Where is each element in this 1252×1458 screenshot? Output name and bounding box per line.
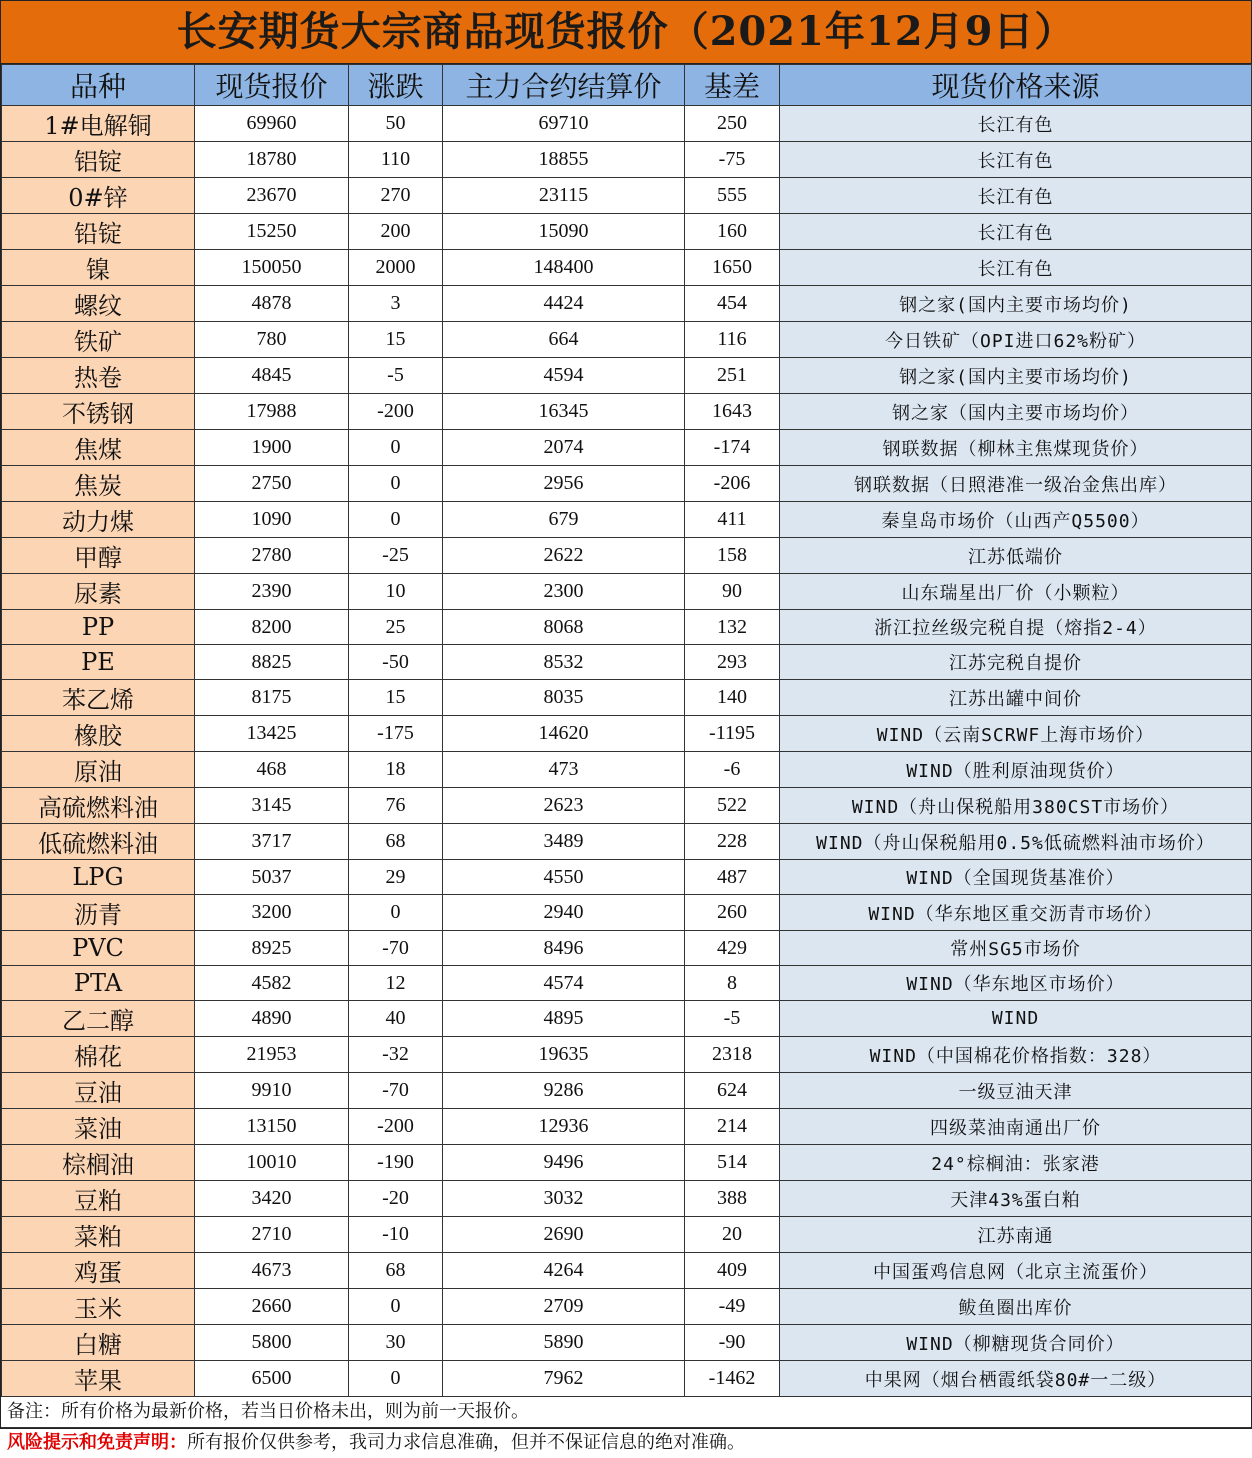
table-row <box>2 1073 1252 1109</box>
cell-source: 江苏完税自提价 <box>780 645 1252 680</box>
cell-change: -70 <box>349 1073 443 1109</box>
cell-settlement: 2300 <box>443 574 685 610</box>
table-row <box>2 966 1252 1001</box>
cell-variety: 白糖 <box>2 1325 195 1361</box>
cell-settlement: 9496 <box>443 1145 685 1181</box>
cell-basis: 388 <box>685 1181 780 1217</box>
table-row <box>2 610 1252 645</box>
cell-spot-price: 1900 <box>195 430 349 466</box>
cell-variety: 尿素 <box>2 574 195 610</box>
cell-source: 常州SG5市场价 <box>780 931 1252 966</box>
risk-disclaimer <box>1 1428 1251 1458</box>
cell-settlement: 16345 <box>443 394 685 430</box>
cell-change: -10 <box>349 1217 443 1253</box>
cell-variety: 热卷 <box>2 358 195 394</box>
cell-basis: 411 <box>685 502 780 538</box>
cell-source: 江苏低端价 <box>780 538 1252 574</box>
table-row <box>2 142 1252 178</box>
cell-change: 25 <box>349 610 443 645</box>
cell-variety: 焦煤 <box>2 430 195 466</box>
cell-settlement: 2623 <box>443 788 685 824</box>
cell-basis: 429 <box>685 931 780 966</box>
cell-change: 10 <box>349 574 443 610</box>
cell-basis: 2318 <box>685 1037 780 1073</box>
cell-source: 钢联数据（日照港准一级冶金焦出库） <box>780 466 1252 502</box>
cell-spot-price: 2390 <box>195 574 349 610</box>
cell-settlement: 4594 <box>443 358 685 394</box>
cell-change: 15 <box>349 680 443 716</box>
cell-basis: 251 <box>685 358 780 394</box>
cell-variety: 乙二醇 <box>2 1001 195 1037</box>
cell-source: 钢之家（国内主要市场均价） <box>780 394 1252 430</box>
table-body <box>2 106 1252 1397</box>
cell-basis: -1462 <box>685 1361 780 1397</box>
cell-settlement: 3032 <box>443 1181 685 1217</box>
cell-spot-price: 8925 <box>195 931 349 966</box>
table-row <box>2 430 1252 466</box>
cell-change: 0 <box>349 1289 443 1325</box>
cell-source: 浙江拉丝级完税自提（熔指2-4） <box>780 610 1252 645</box>
cell-change: 76 <box>349 788 443 824</box>
cell-source: 钢联数据（柳林主焦煤现货价） <box>780 430 1252 466</box>
cell-source: WIND（柳糖现货合同价） <box>780 1325 1252 1361</box>
cell-change: 0 <box>349 502 443 538</box>
cell-change: 50 <box>349 106 443 142</box>
cell-basis: 228 <box>685 824 780 860</box>
cell-settlement: 148400 <box>443 250 685 286</box>
cell-spot-price: 4845 <box>195 358 349 394</box>
cell-source: 钢之家(国内主要市场均价) <box>780 358 1252 394</box>
cell-variety: 铅锭 <box>2 214 195 250</box>
cell-spot-price: 468 <box>195 752 349 788</box>
cell-variety: 动力煤 <box>2 502 195 538</box>
cell-source: 长江有色 <box>780 106 1252 142</box>
cell-basis: 1643 <box>685 394 780 430</box>
cell-variety: 橡胶 <box>2 716 195 752</box>
cell-settlement: 14620 <box>443 716 685 752</box>
cell-variety: 1#电解铜 <box>2 106 195 142</box>
cell-settlement: 7962 <box>443 1361 685 1397</box>
cell-change: 29 <box>349 860 443 895</box>
table-row <box>2 1325 1252 1361</box>
cell-settlement: 23115 <box>443 178 685 214</box>
cell-source: 天津43%蛋白粕 <box>780 1181 1252 1217</box>
cell-change: -175 <box>349 716 443 752</box>
table-row <box>2 322 1252 358</box>
cell-settlement: 664 <box>443 322 685 358</box>
cell-source: 今日铁矿（OPI进口62%粉矿） <box>780 322 1252 358</box>
column-header-spot-price: 现货报价 <box>195 65 349 106</box>
table-row <box>2 645 1252 680</box>
cell-source: WIND（华东地区市场价） <box>780 966 1252 1001</box>
cell-settlement: 2074 <box>443 430 685 466</box>
table-row <box>2 1145 1252 1181</box>
cell-variety: 0#锌 <box>2 178 195 214</box>
cell-change: 200 <box>349 214 443 250</box>
column-header-basis: 基差 <box>685 65 780 106</box>
table-row <box>2 1217 1252 1253</box>
cell-change: 2000 <box>349 250 443 286</box>
cell-source: 24°棕榈油：张家港 <box>780 1145 1252 1181</box>
table-row <box>2 931 1252 966</box>
cell-basis: 8 <box>685 966 780 1001</box>
cell-spot-price: 4673 <box>195 1253 349 1289</box>
cell-variety: 低硫燃料油 <box>2 824 195 860</box>
cell-spot-price: 4582 <box>195 966 349 1001</box>
cell-basis: 260 <box>685 895 780 931</box>
cell-basis: 116 <box>685 322 780 358</box>
cell-spot-price: 18780 <box>195 142 349 178</box>
table-row <box>2 502 1252 538</box>
cell-source: WIND <box>780 1001 1252 1037</box>
cell-change: -5 <box>349 358 443 394</box>
cell-source: 中果网（烟台栖霞纸袋80#一二级） <box>780 1361 1252 1397</box>
cell-change: 0 <box>349 1361 443 1397</box>
cell-basis: 250 <box>685 106 780 142</box>
cell-variety: 菜油 <box>2 1109 195 1145</box>
cell-spot-price: 13425 <box>195 716 349 752</box>
cell-change: -25 <box>349 538 443 574</box>
cell-basis: 90 <box>685 574 780 610</box>
cell-change: 30 <box>349 1325 443 1361</box>
cell-change: 110 <box>349 142 443 178</box>
cell-variety: 棕榈油 <box>2 1145 195 1181</box>
cell-settlement: 4550 <box>443 860 685 895</box>
cell-basis: 522 <box>685 788 780 824</box>
cell-variety: 焦炭 <box>2 466 195 502</box>
table-row <box>2 680 1252 716</box>
column-header-variety: 品种 <box>2 65 195 106</box>
table-row <box>2 1361 1252 1397</box>
cell-settlement: 2956 <box>443 466 685 502</box>
cell-spot-price: 8200 <box>195 610 349 645</box>
cell-settlement: 8035 <box>443 680 685 716</box>
table-row <box>2 895 1252 931</box>
cell-basis: -75 <box>685 142 780 178</box>
cell-basis: -206 <box>685 466 780 502</box>
cell-source: 长江有色 <box>780 214 1252 250</box>
cell-source: WIND（舟山保税船用380CST市场价） <box>780 788 1252 824</box>
column-header-change: 涨跌 <box>349 65 443 106</box>
cell-variety: 原油 <box>2 752 195 788</box>
cell-variety: 豆油 <box>2 1073 195 1109</box>
cell-source: 四级菜油南通出厂价 <box>780 1109 1252 1145</box>
cell-settlement: 12936 <box>443 1109 685 1145</box>
cell-basis: -49 <box>685 1289 780 1325</box>
cell-source: 秦皇岛市场价（山西产Q5500） <box>780 502 1252 538</box>
cell-spot-price: 69960 <box>195 106 349 142</box>
risk-text: 所有报价仅供参考，我司力求信息准确，但并不保证信息的绝对准确。 <box>187 1432 745 1453</box>
table-row <box>2 250 1252 286</box>
cell-variety: 棉花 <box>2 1037 195 1073</box>
table-row <box>2 824 1252 860</box>
cell-settlement: 473 <box>443 752 685 788</box>
cell-settlement: 679 <box>443 502 685 538</box>
cell-source: 一级豆油天津 <box>780 1073 1252 1109</box>
price-table <box>1 64 1252 1397</box>
cell-source: 山东瑞星出厂价（小颗粒） <box>780 574 1252 610</box>
cell-basis: 487 <box>685 860 780 895</box>
cell-spot-price: 1090 <box>195 502 349 538</box>
cell-spot-price: 3200 <box>195 895 349 931</box>
cell-spot-price: 5800 <box>195 1325 349 1361</box>
cell-source: 长江有色 <box>780 250 1252 286</box>
cell-basis: -5 <box>685 1001 780 1037</box>
cell-settlement: 8068 <box>443 610 685 645</box>
cell-settlement: 5890 <box>443 1325 685 1361</box>
cell-settlement: 3489 <box>443 824 685 860</box>
cell-settlement: 69710 <box>443 106 685 142</box>
cell-spot-price: 3717 <box>195 824 349 860</box>
table-row <box>2 286 1252 322</box>
cell-source: 鲅鱼圈出库价 <box>780 1289 1252 1325</box>
sheet-title: 长安期货大宗商品现货报价（2021年12月9日） <box>1 1 1251 64</box>
cell-spot-price: 6500 <box>195 1361 349 1397</box>
cell-change: 68 <box>349 824 443 860</box>
cell-settlement: 4424 <box>443 286 685 322</box>
cell-change: -20 <box>349 1181 443 1217</box>
cell-basis: 514 <box>685 1145 780 1181</box>
cell-spot-price: 150050 <box>195 250 349 286</box>
cell-spot-price: 4878 <box>195 286 349 322</box>
cell-change: 3 <box>349 286 443 322</box>
cell-change: 18 <box>349 752 443 788</box>
cell-basis: 624 <box>685 1073 780 1109</box>
cell-variety: 不锈钢 <box>2 394 195 430</box>
cell-variety: 镍 <box>2 250 195 286</box>
cell-variety: PP <box>2 610 195 645</box>
cell-settlement: 2622 <box>443 538 685 574</box>
cell-basis: 409 <box>685 1253 780 1289</box>
cell-change: 12 <box>349 966 443 1001</box>
table-row <box>2 1253 1252 1289</box>
cell-basis: -1195 <box>685 716 780 752</box>
cell-spot-price: 3145 <box>195 788 349 824</box>
cell-change: 0 <box>349 895 443 931</box>
table-row <box>2 106 1252 142</box>
table-row <box>2 358 1252 394</box>
cell-settlement: 4895 <box>443 1001 685 1037</box>
cell-settlement: 2690 <box>443 1217 685 1253</box>
column-header-source: 现货价格来源 <box>780 65 1252 106</box>
cell-basis: 555 <box>685 178 780 214</box>
cell-source: WIND（云南SCRWF上海市场价） <box>780 716 1252 752</box>
cell-settlement: 2709 <box>443 1289 685 1325</box>
cell-variety: 苯乙烯 <box>2 680 195 716</box>
cell-basis: 160 <box>685 214 780 250</box>
cell-settlement: 8496 <box>443 931 685 966</box>
cell-basis: 20 <box>685 1217 780 1253</box>
cell-variety: PVC <box>2 931 195 966</box>
cell-change: -50 <box>349 645 443 680</box>
table-row <box>2 538 1252 574</box>
cell-spot-price: 2710 <box>195 1217 349 1253</box>
table-row <box>2 394 1252 430</box>
cell-basis: 293 <box>685 645 780 680</box>
footnote: 备注：所有价格为最新价格，若当日价格未出，则为前一天报价。 <box>1 1397 1251 1428</box>
cell-settlement: 4574 <box>443 966 685 1001</box>
cell-variety: 豆粕 <box>2 1181 195 1217</box>
cell-settlement: 8532 <box>443 645 685 680</box>
cell-spot-price: 9910 <box>195 1073 349 1109</box>
cell-change: 270 <box>349 178 443 214</box>
cell-variety: LPG <box>2 860 195 895</box>
cell-variety: PTA <box>2 966 195 1001</box>
table-row <box>2 1289 1252 1325</box>
cell-source: 江苏南通 <box>780 1217 1252 1253</box>
cell-spot-price: 17988 <box>195 394 349 430</box>
cell-source: WIND（舟山保税船用0.5%低硫燃料油市场价） <box>780 824 1252 860</box>
table-row <box>2 1001 1252 1037</box>
cell-settlement: 19635 <box>443 1037 685 1073</box>
table-row <box>2 466 1252 502</box>
cell-source: WIND（中国棉花价格指数：328） <box>780 1037 1252 1073</box>
cell-settlement: 9286 <box>443 1073 685 1109</box>
cell-spot-price: 21953 <box>195 1037 349 1073</box>
cell-change: 0 <box>349 430 443 466</box>
cell-source: 江苏出罐中间价 <box>780 680 1252 716</box>
cell-spot-price: 8175 <box>195 680 349 716</box>
cell-source: WIND（胜利原油现货价） <box>780 752 1252 788</box>
cell-basis: 140 <box>685 680 780 716</box>
cell-variety: 铁矿 <box>2 322 195 358</box>
cell-variety: PE <box>2 645 195 680</box>
cell-spot-price: 8825 <box>195 645 349 680</box>
cell-spot-price: 5037 <box>195 860 349 895</box>
cell-spot-price: 13150 <box>195 1109 349 1145</box>
cell-spot-price: 2780 <box>195 538 349 574</box>
table-row <box>2 214 1252 250</box>
table-row <box>2 178 1252 214</box>
cell-source: WIND（华东地区重交沥青市场价） <box>780 895 1252 931</box>
cell-basis: -90 <box>685 1325 780 1361</box>
cell-spot-price: 15250 <box>195 214 349 250</box>
cell-basis: 1650 <box>685 250 780 286</box>
header-row <box>2 65 1252 106</box>
cell-change: 15 <box>349 322 443 358</box>
cell-spot-price: 4890 <box>195 1001 349 1037</box>
cell-change: 40 <box>349 1001 443 1037</box>
cell-basis: 214 <box>685 1109 780 1145</box>
table-row <box>2 716 1252 752</box>
cell-spot-price: 3420 <box>195 1181 349 1217</box>
cell-basis: 454 <box>685 286 780 322</box>
cell-change: -70 <box>349 931 443 966</box>
cell-change: 0 <box>349 466 443 502</box>
cell-change: 68 <box>349 1253 443 1289</box>
cell-basis: -174 <box>685 430 780 466</box>
cell-source: 长江有色 <box>780 178 1252 214</box>
cell-spot-price: 10010 <box>195 1145 349 1181</box>
cell-source: WIND（全国现货基准价） <box>780 860 1252 895</box>
cell-variety: 鸡蛋 <box>2 1253 195 1289</box>
cell-variety: 沥青 <box>2 895 195 931</box>
cell-change: -200 <box>349 394 443 430</box>
cell-variety: 铝锭 <box>2 142 195 178</box>
cell-spot-price: 2660 <box>195 1289 349 1325</box>
cell-spot-price: 23670 <box>195 178 349 214</box>
cell-source: 钢之家(国内主要市场均价) <box>780 286 1252 322</box>
risk-label: 风险提示和免责声明： <box>7 1432 187 1453</box>
cell-basis: 132 <box>685 610 780 645</box>
cell-variety: 螺纹 <box>2 286 195 322</box>
cell-spot-price: 780 <box>195 322 349 358</box>
cell-settlement: 2940 <box>443 895 685 931</box>
cell-variety: 甲醇 <box>2 538 195 574</box>
table-row <box>2 788 1252 824</box>
table-row <box>2 1037 1252 1073</box>
cell-change: -32 <box>349 1037 443 1073</box>
cell-settlement: 4264 <box>443 1253 685 1289</box>
table-row <box>2 574 1252 610</box>
table-row <box>2 1109 1252 1145</box>
cell-basis: 158 <box>685 538 780 574</box>
cell-spot-price: 2750 <box>195 466 349 502</box>
cell-change: -190 <box>349 1145 443 1181</box>
cell-source: 长江有色 <box>780 142 1252 178</box>
cell-variety: 高硫燃料油 <box>2 788 195 824</box>
cell-settlement: 18855 <box>443 142 685 178</box>
cell-change: -200 <box>349 1109 443 1145</box>
column-header-settlement: 主力合约结算价 <box>443 65 685 106</box>
table-row <box>2 860 1252 895</box>
table-row <box>2 1181 1252 1217</box>
cell-variety: 玉米 <box>2 1289 195 1325</box>
cell-source: 中国蛋鸡信息网（北京主流蛋价） <box>780 1253 1252 1289</box>
table-row <box>2 752 1252 788</box>
cell-variety: 菜粕 <box>2 1217 195 1253</box>
cell-settlement: 15090 <box>443 214 685 250</box>
cell-basis: -6 <box>685 752 780 788</box>
cell-variety: 苹果 <box>2 1361 195 1397</box>
